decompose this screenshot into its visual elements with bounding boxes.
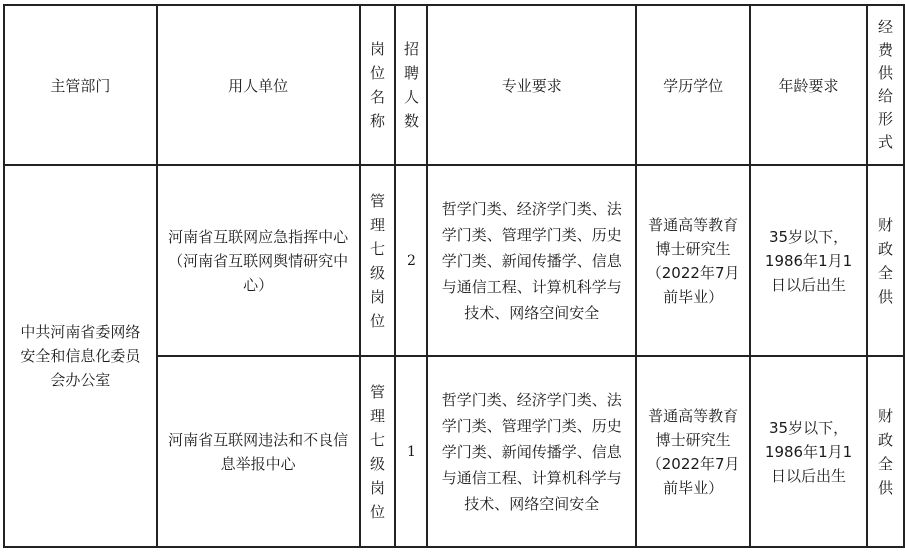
recruitment-table <box>3 4 905 548</box>
age-text: 35岁以下，1986年1月1日以后出生 <box>764 227 853 294</box>
funding-text: 财政全供 <box>877 406 893 497</box>
header-dept-label: 主管部门 <box>50 76 111 95</box>
unit-text: 河南省互联网违法和不良信息举报中心 <box>168 430 349 473</box>
unit-cell <box>157 165 360 356</box>
major-cell <box>427 165 636 356</box>
count-text: 2 <box>407 253 416 269</box>
header-row <box>4 5 904 165</box>
header-count-label: 招聘人数 <box>403 40 419 130</box>
major-cell <box>427 356 636 547</box>
count-text: 1 <box>407 444 416 460</box>
header-major <box>427 5 636 165</box>
dept-cell <box>4 165 157 547</box>
header-unit-label: 用人单位 <box>228 76 289 95</box>
header-position <box>360 5 396 165</box>
header-degree-label: 学历学位 <box>663 76 724 95</box>
header-dept <box>4 5 157 165</box>
unit-cell <box>157 356 360 547</box>
degree-text: 普通高等教育博士研究生（2022年7月前毕业） <box>646 406 740 497</box>
header-count <box>395 5 427 165</box>
degree-text: 普通高等教育博士研究生（2022年7月前毕业） <box>646 215 740 306</box>
degree-cell <box>636 356 750 547</box>
header-position-label: 岗位名称 <box>369 40 385 130</box>
position-cell <box>360 356 396 547</box>
funding-cell <box>867 165 904 356</box>
position-cell <box>360 165 396 356</box>
age-cell <box>750 165 867 356</box>
count-cell <box>395 356 427 547</box>
unit-text: 河南省互联网应急指挥中心（河南省互联网舆情研究中心） <box>168 227 349 294</box>
header-degree <box>636 5 750 165</box>
header-major-label: 专业要求 <box>501 76 562 95</box>
funding-text: 财政全供 <box>877 215 893 306</box>
table-row <box>4 165 904 356</box>
position-text: 管理七级岗位 <box>369 191 385 330</box>
age-text: 35岁以下，1986年1月1日以后出生 <box>764 418 853 485</box>
major-text: 哲学门类、经济学门类、法学门类、管理学门类、历史学门类、新闻传播学、信息与通信工程、计算机科学与技术、网络空间安全 <box>441 390 622 513</box>
degree-cell <box>636 165 750 356</box>
count-cell <box>395 165 427 356</box>
major-text: 哲学门类、经济学门类、法学门类、管理学门类、历史学门类、新闻传播学、信息与通信工程、计算机科学与技术、网络空间安全 <box>441 199 622 322</box>
funding-cell <box>867 356 904 547</box>
header-age <box>750 5 867 165</box>
header-funding <box>867 5 904 165</box>
age-cell <box>750 356 867 547</box>
header-age-label: 年龄要求 <box>778 76 839 95</box>
header-funding-label: 经费供给形式 <box>877 18 893 151</box>
header-unit <box>157 5 360 165</box>
dept-text: 中共河南省委网络安全和信息化委员会办公室 <box>20 323 141 389</box>
position-text: 管理七级岗位 <box>369 382 385 521</box>
